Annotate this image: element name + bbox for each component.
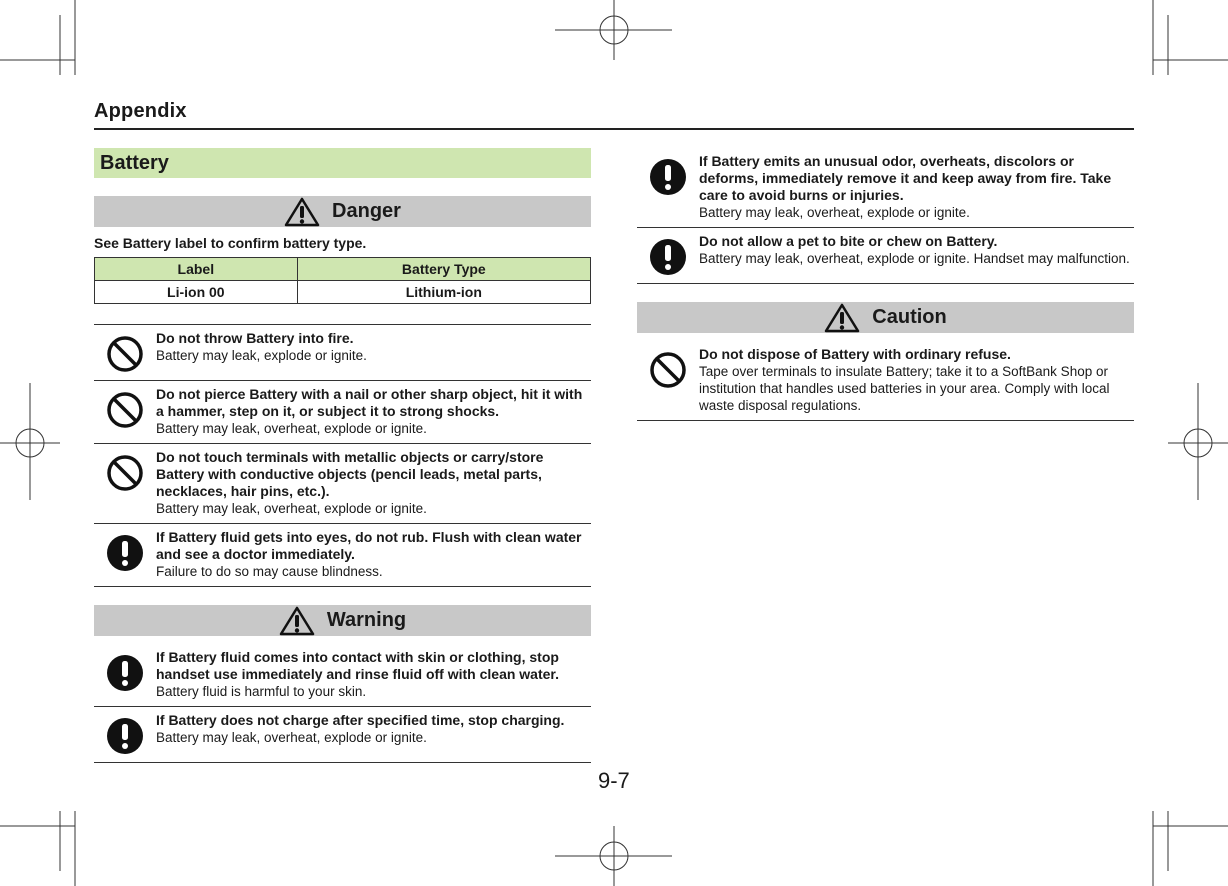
item-heading: Do not dispose of Battery with ordinary refuse. (699, 346, 1011, 362)
section-title: Battery (94, 148, 591, 178)
warning-triangle-icon (284, 197, 320, 227)
item-body: Battery may leak, overheat, explode or ignite. (699, 205, 970, 220)
header-divider (94, 128, 1134, 130)
warning-triangle-icon (824, 303, 860, 333)
item-heading: If Battery fluid comes into contact with skin or clothing, stop handset use immediately and rinse fluid off with clean water. (156, 649, 559, 682)
table-cell: Li-ion 00 (95, 281, 298, 304)
item-body: Battery may leak, overheat, explode or ignite. (156, 421, 427, 436)
left-column (94, 148, 591, 763)
warning-label: Warning (326, 609, 407, 631)
danger-bar (94, 196, 591, 227)
list-item (94, 707, 591, 763)
prohibited-icon (105, 334, 145, 374)
right-column (637, 148, 1134, 421)
list-item (94, 524, 591, 587)
item-body: Battery may leak, explode or ignite. (156, 348, 367, 363)
prohibited-icon (105, 390, 145, 430)
caution-items (637, 341, 1134, 421)
list-item (94, 444, 591, 524)
page-number: 9-7 (598, 768, 630, 793)
page-header-title: Appendix (94, 100, 187, 122)
danger-label: Danger (332, 200, 401, 222)
table-header: Battery Type (297, 258, 590, 281)
item-heading: Do not allow a pet to bite or chew on Battery. (699, 233, 998, 249)
list-item (637, 148, 1134, 228)
warning-bar (94, 605, 591, 636)
list-item (94, 381, 591, 444)
warning-items (94, 644, 591, 763)
caution-label: Caution (872, 306, 947, 328)
list-item (94, 644, 591, 707)
table-cell: Lithium-ion (297, 281, 590, 304)
mandatory-icon (648, 237, 688, 277)
list-item (637, 341, 1134, 421)
battery-type-table (94, 257, 591, 304)
item-heading: If Battery fluid gets into eyes, do not rub. Flush with clean water and see a doctor immediately. (156, 529, 582, 562)
item-heading: Do not pierce Battery with a nail or other sharp object, hit it with a hammer, step on it, or subject it to strong shocks. (156, 386, 583, 419)
warning-triangle-icon (279, 606, 315, 636)
intro-text: See Battery label to confirm battery type. (94, 235, 367, 251)
mandatory-icon (105, 653, 145, 693)
table-header: Label (95, 258, 298, 281)
list-item (637, 228, 1134, 284)
caution-bar (637, 302, 1134, 333)
prohibited-icon (105, 453, 145, 493)
item-body: Battery may leak, overheat, explode or ignite. (156, 501, 427, 516)
item-body: Battery may leak, overheat, explode or ignite. (156, 730, 427, 745)
danger-items (94, 324, 591, 587)
item-heading: If Battery emits an unusual odor, overheats, discolors or deforms, immediately remove it and keep away from fire. Take care to avoid burns or injuries. (699, 153, 1112, 203)
mandatory-icon (648, 157, 688, 197)
item-heading: If Battery does not charge after specified time, stop charging. (156, 712, 565, 728)
item-heading: Do not touch terminals with metallic objects or carry/store Battery with conductive objects (pencil leads, metal parts, necklaces, hair pins, etc.). (156, 449, 544, 499)
list-item (94, 325, 591, 381)
prohibited-icon (648, 350, 688, 390)
right-warning-items (637, 148, 1134, 284)
mandatory-icon (105, 533, 145, 573)
item-heading: Do not throw Battery into fire. (156, 330, 354, 346)
item-body: Failure to do so may cause blindness. (156, 564, 383, 579)
item-body: Tape over terminals to insulate Battery; take it to a SoftBank Shop or institution that handles used batteries in your area. Comply with local waste disposal regulations. (699, 364, 1110, 413)
mandatory-icon (105, 716, 145, 756)
item-body: Battery may leak, overheat, explode or ignite. Handset may malfunction. (699, 251, 1130, 266)
table-row (95, 281, 591, 304)
item-body: Battery fluid is harmful to your skin. (156, 684, 367, 699)
